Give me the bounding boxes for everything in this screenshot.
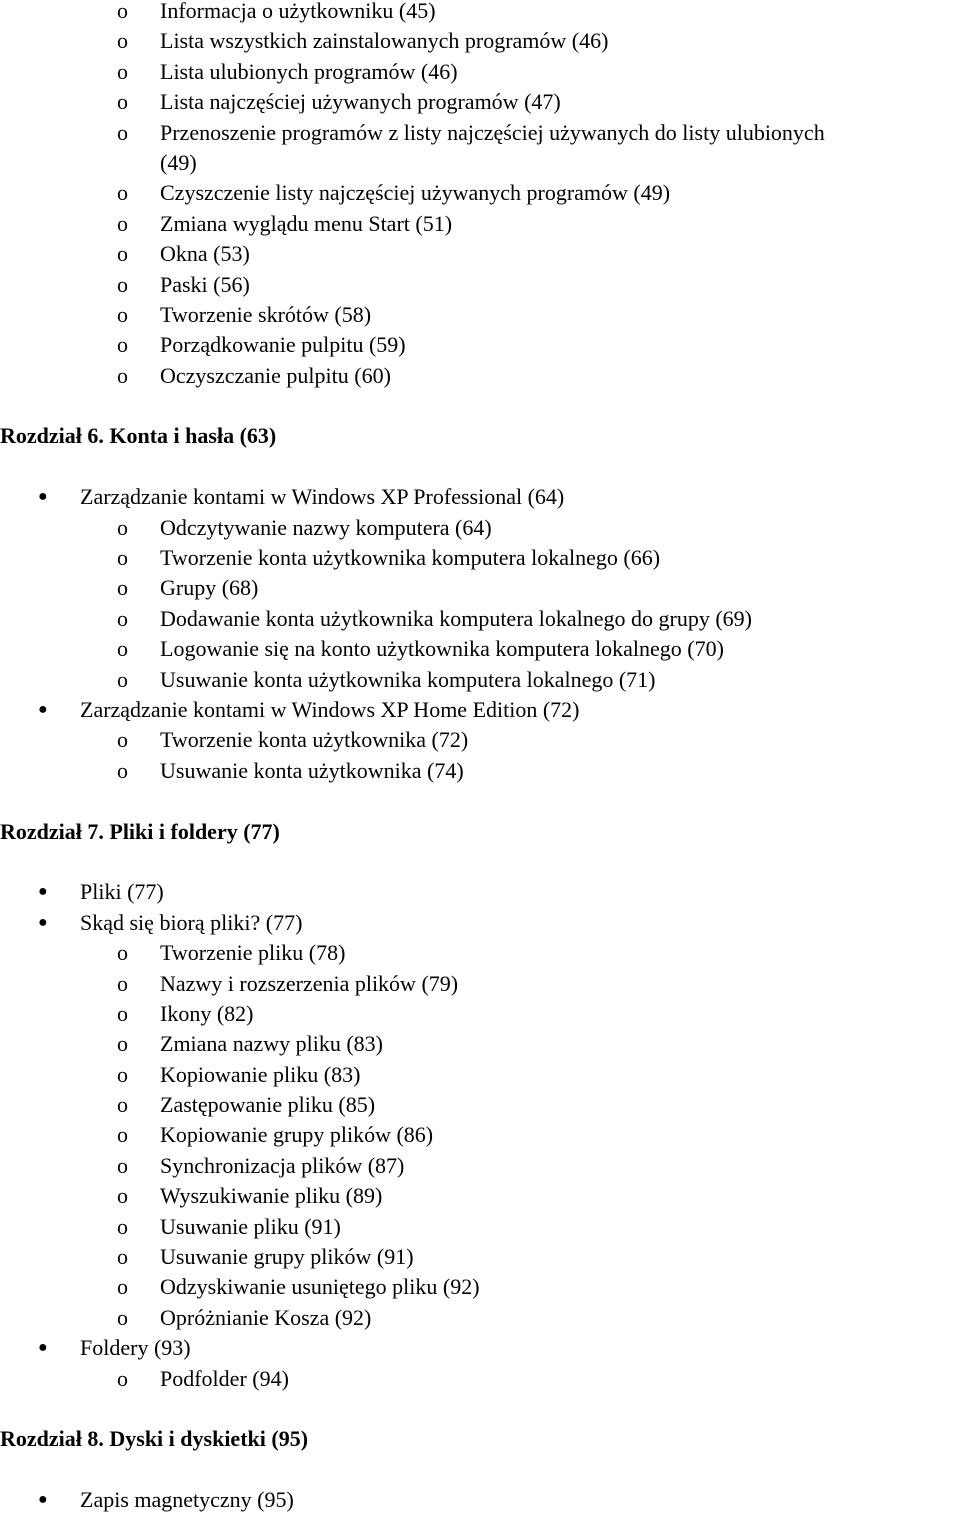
circle-bullet-icon: o <box>117 1183 128 1209</box>
spacer <box>0 1394 960 1424</box>
spacer <box>0 1455 960 1485</box>
list-item: o Paski (56) <box>0 270 960 300</box>
list-item: o Tworzenie skrótów (58) <box>0 300 960 330</box>
bullet-item: ● Pliki (77) <box>0 877 960 907</box>
circle-bullet-icon: o <box>117 1152 128 1178</box>
list-item: o Usuwanie konta użytkownika komputera lokalnego (71) <box>0 665 960 695</box>
circle-bullet-icon: o <box>117 605 128 631</box>
circle-bullet-icon: o <box>117 514 128 540</box>
circle-bullet-icon: o <box>117 1244 128 1270</box>
circle-bullet-icon: o <box>117 210 128 236</box>
spacer <box>0 391 960 421</box>
filled-bullet-icon: ● <box>38 883 48 901</box>
spacer <box>0 847 960 877</box>
circle-bullet-icon: o <box>117 1213 128 1239</box>
list-item: o Lista wszystkich zainstalowanych programów (46) <box>0 26 960 56</box>
circle-bullet-icon: o <box>117 1122 128 1148</box>
list-item: o Porządkowanie pulpitu (59) <box>0 330 960 360</box>
list-item: o Zmiana nazwy pliku (83) <box>0 1029 960 1059</box>
list-item: o Tworzenie konta użytkownika komputera lokalnego (66) <box>0 543 960 573</box>
list-item: o Tworzenie konta użytkownika (72) <box>0 725 960 755</box>
circle-bullet-icon: o <box>117 1031 128 1057</box>
bullet-item: ● Skąd się biorą pliki? (77) <box>0 908 960 938</box>
circle-bullet-icon: o <box>117 636 128 662</box>
circle-bullet-icon: o <box>117 757 128 783</box>
circle-bullet-icon: o <box>117 545 128 571</box>
list-item: o Odczytywanie nazwy komputera (64) <box>0 513 960 543</box>
list-item: o Usuwanie pliku (91) <box>0 1212 960 1242</box>
spacer <box>0 786 960 816</box>
bullet-item: ● Zapis magnetyczny (95) <box>0 1485 960 1515</box>
bullet-item: ● Zarządzanie kontami w Windows XP Home Edition (72) <box>0 695 960 725</box>
list-item: o Kopiowanie pliku (83) <box>0 1060 960 1090</box>
list-item: o Zmiana wyglądu menu Start (51) <box>0 209 960 239</box>
list-item: o Nazwy i rozszerzenia plików (79) <box>0 969 960 999</box>
circle-bullet-icon: o <box>117 362 128 388</box>
list-item: o Usuwanie grupy plików (91) <box>0 1242 960 1272</box>
list-item: o Okna (53) <box>0 239 960 269</box>
filled-bullet-icon: ● <box>38 700 48 718</box>
list-item: o Informacja o użytkowniku (45) <box>0 0 960 26</box>
bullet-item: ● Zarządzanie kontami w Windows XP Professional (64) <box>0 482 960 512</box>
chapter-heading: Rozdział 7. Pliki i foldery (77) <box>0 818 280 844</box>
circle-bullet-icon: o <box>117 180 128 206</box>
list-item: o Czyszczenie listy najczęściej używanych programów (49) <box>0 178 960 208</box>
list-item: o Grupy (68) <box>0 573 960 603</box>
circle-bullet-icon: o <box>117 301 128 327</box>
list-item: o Podfolder (94) <box>0 1364 960 1394</box>
list-item: o Logowanie się na konto użytkownika komputera lokalnego (70) <box>0 634 960 664</box>
list-item-continuation: (49) <box>160 149 197 175</box>
list-item: o Dodawanie konta użytkownika komputera lokalnego do grupy (69) <box>0 604 960 634</box>
circle-bullet-icon: o <box>117 666 128 692</box>
spacer <box>0 452 960 482</box>
circle-bullet-icon: o <box>117 241 128 267</box>
circle-bullet-icon: o <box>117 970 128 996</box>
circle-bullet-icon: o <box>117 940 128 966</box>
list-item: o Odzyskiwanie usuniętego pliku (92) <box>0 1272 960 1302</box>
list-item: o Kopiowanie grupy plików (86) <box>0 1120 960 1150</box>
filled-bullet-icon: ● <box>38 488 48 506</box>
circle-bullet-icon: o <box>117 1000 128 1026</box>
circle-bullet-icon: o <box>117 575 128 601</box>
list-item: o Wyszukiwanie pliku (89) <box>0 1181 960 1211</box>
circle-bullet-icon: o <box>117 727 128 753</box>
filled-bullet-icon: ● <box>38 1491 48 1509</box>
list-item: o Przenoszenie programów z listy najczęściej używanych do listy ulubionych <box>0 118 960 148</box>
list-item: o Lista ulubionych programów (46) <box>0 57 960 87</box>
list-item: o Synchronizacja plików (87) <box>0 1151 960 1181</box>
circle-bullet-icon: o <box>117 28 128 54</box>
list-item: o Usuwanie konta użytkownika (74) <box>0 756 960 786</box>
bullet-item: ● Foldery (93) <box>0 1333 960 1363</box>
circle-bullet-icon: o <box>117 1365 128 1391</box>
list-item: o Tworzenie pliku (78) <box>0 938 960 968</box>
circle-bullet-icon: o <box>117 1061 128 1087</box>
circle-bullet-icon: o <box>117 332 128 358</box>
circle-bullet-icon: o <box>117 119 128 145</box>
list-item: o Ikony (82) <box>0 999 960 1029</box>
circle-bullet-icon: o <box>117 271 128 297</box>
list-item: o Oczyszczanie pulpitu (60) <box>0 361 960 391</box>
circle-bullet-icon: o <box>117 58 128 84</box>
chapter-heading: Rozdział 8. Dyski i dyskietki (95) <box>0 1426 309 1452</box>
filled-bullet-icon: ● <box>38 1339 48 1357</box>
list-item: o Zastępowanie pliku (85) <box>0 1090 960 1120</box>
list-item: o Opróżnianie Kosza (92) <box>0 1303 960 1333</box>
circle-bullet-icon: o <box>117 1274 128 1300</box>
circle-bullet-icon: o <box>117 1092 128 1118</box>
chapter-heading: Rozdział 6. Konta i hasła (63) <box>0 423 277 449</box>
circle-bullet-icon: o <box>117 1304 128 1330</box>
circle-bullet-icon: o <box>117 89 128 115</box>
circle-bullet-icon: o <box>117 0 128 23</box>
list-item: o Lista najczęściej używanych programów (47) <box>0 87 960 117</box>
filled-bullet-icon: ● <box>38 913 48 931</box>
